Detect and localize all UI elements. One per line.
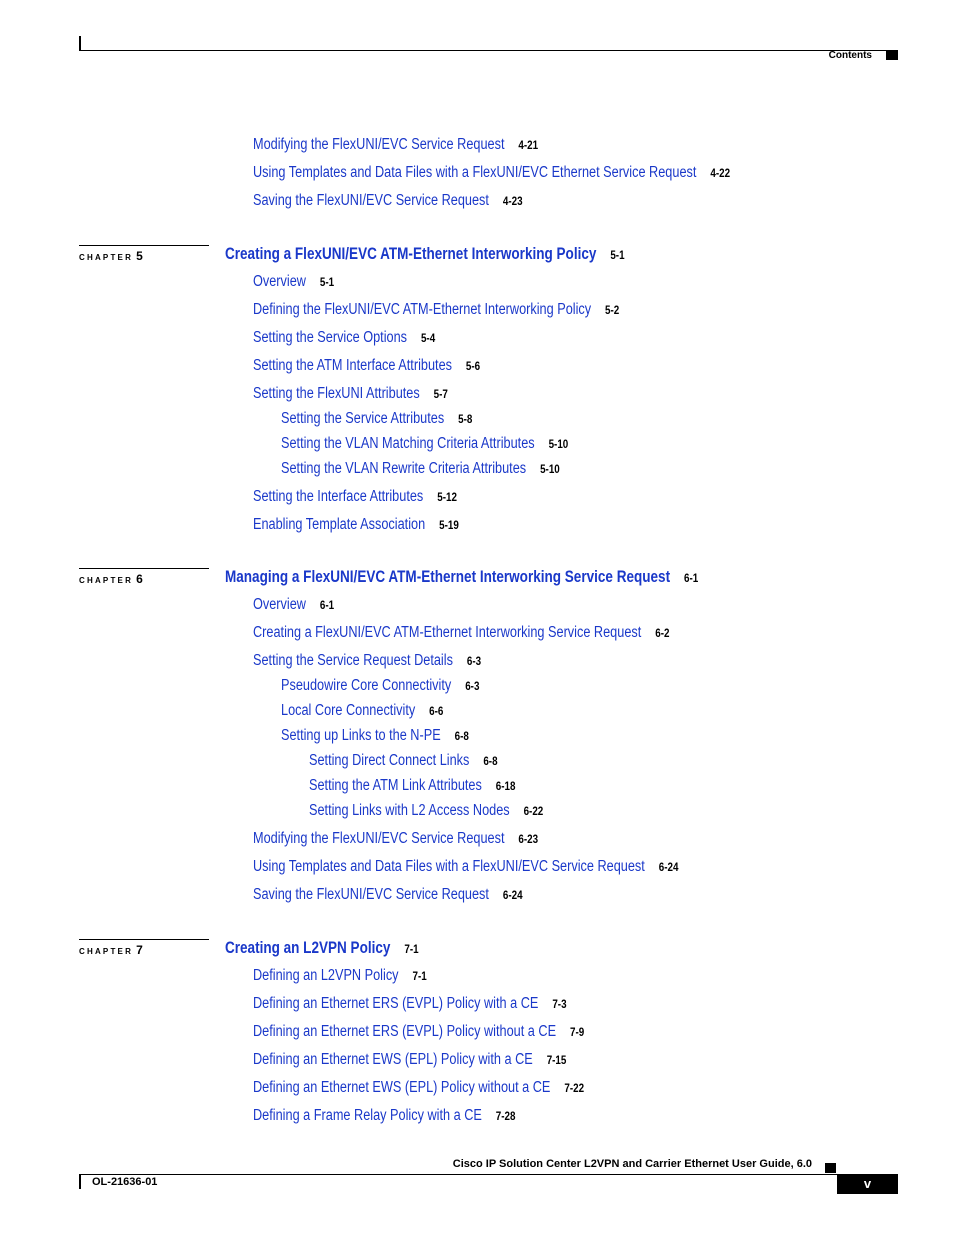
toc-entry-title[interactable]: Setting the ATM Link Attributes <box>309 777 482 794</box>
toc-entry[interactable] <box>253 1078 584 1098</box>
toc-entry-title[interactable]: Using Templates and Data Files with a FlexUNI/EVC Service Request <box>253 858 645 875</box>
chapter-number: 6 <box>136 572 143 586</box>
toc-entry-page: 5-10 <box>548 437 569 451</box>
chapter-rule <box>79 939 209 940</box>
toc-entry-title[interactable]: Defining an Ethernet ERS (EVPL) Policy with a CE <box>253 995 539 1012</box>
toc-subsubentry[interactable] <box>309 751 498 771</box>
toc-entry-title[interactable]: Setting the Service Request Details <box>253 652 453 669</box>
toc-entry-title[interactable]: Defining an Ethernet EWS (EPL) Policy with a CE <box>253 1051 533 1068</box>
toc-entry[interactable] <box>253 966 427 986</box>
toc-entry-title[interactable]: Pseudowire Core Connectivity <box>281 677 452 694</box>
toc-entry[interactable] <box>253 328 435 348</box>
chapter-label <box>79 572 143 586</box>
toc-entry-page: 6-8 <box>454 729 469 743</box>
toc-subentry[interactable] <box>281 409 472 429</box>
toc-entry[interactable] <box>253 857 678 877</box>
toc-entry-page: 5-6 <box>465 359 481 373</box>
toc-entry-page: 4-21 <box>518 138 539 152</box>
toc-entry[interactable] <box>253 623 669 643</box>
toc-entry-page: 6-24 <box>502 888 523 902</box>
toc-entry-page: 5-19 <box>439 518 459 532</box>
toc-entry-page: 7-15 <box>546 1053 567 1067</box>
toc-entry-title[interactable]: Modifying the FlexUNI/EVC Service Request <box>253 136 505 153</box>
toc-subsubentry[interactable] <box>309 776 515 796</box>
toc-entry-title[interactable]: Defining an Ethernet EWS (EPL) Policy without a CE <box>253 1079 551 1096</box>
chapter-label <box>79 249 143 263</box>
toc-entry-page: 5-1 <box>319 275 335 289</box>
toc-entry[interactable] <box>253 885 523 905</box>
toc-entry-page: 5-4 <box>420 331 436 345</box>
toc-entry[interactable] <box>253 595 334 615</box>
toc-entry-page: 5-12 <box>437 490 457 504</box>
toc-entry[interactable] <box>253 829 538 849</box>
toc-entry[interactable] <box>253 135 538 155</box>
toc-entry-title[interactable]: Using Templates and Data Files with a FlexUNI/EVC Ethernet Service Request <box>253 164 697 181</box>
footer-left-bar <box>79 1174 81 1189</box>
footer-doc-id: OL-21636-01 <box>92 1176 158 1188</box>
toc-entry[interactable] <box>253 384 448 404</box>
toc-entry[interactable] <box>253 1050 566 1070</box>
toc-entry-title[interactable]: Defining the FlexUNI/EVC ATM-Ethernet Interworking Policy <box>253 301 592 318</box>
toc-entry-page: 7-1 <box>412 969 427 983</box>
toc-entry-title[interactable]: Setting the Service Options <box>253 329 408 346</box>
toc-subentry[interactable] <box>281 676 479 696</box>
toc-entry-title[interactable]: Defining a Frame Relay Policy with a CE <box>253 1107 482 1124</box>
toc-entry-page: 4-23 <box>502 194 523 208</box>
chapter-rule <box>79 568 209 569</box>
toc-entry-title[interactable]: Setting the VLAN Matching Criteria Attributes <box>281 435 535 452</box>
toc-entry-title[interactable]: Setting the FlexUNI Attributes <box>253 385 420 402</box>
toc-entry[interactable] <box>253 356 480 376</box>
toc-entry-title[interactable]: Saving the FlexUNI/EVC Service Request <box>253 192 489 209</box>
footer-book-title: Cisco IP Solution Center L2VPN and Carrier Ethernet User Guide, 6.0 <box>452 1158 812 1170</box>
chapter-page: 6-1 <box>684 571 699 585</box>
toc-entry-title[interactable]: Setting the Interface Attributes <box>253 488 424 505</box>
toc-entry-page: 7-9 <box>570 1025 585 1039</box>
header-marker-box <box>886 50 898 60</box>
toc-subentry[interactable] <box>281 434 568 454</box>
chapter-page: 7-1 <box>404 942 419 956</box>
toc-entry-title[interactable]: Setting Links with L2 Access Nodes <box>309 802 510 819</box>
toc-entry-page: 6-8 <box>483 754 498 768</box>
chapter-title-entry[interactable] <box>225 567 698 588</box>
toc-entry-page: 5-2 <box>605 303 620 317</box>
toc-entry-page: 7-28 <box>495 1109 516 1123</box>
footer-page-number: v <box>837 1174 898 1194</box>
toc-entry-page: 6-22 <box>523 804 544 818</box>
chapter-title[interactable]: Creating a FlexUNI/EVC ATM-Ethernet Interworking Policy <box>225 245 597 263</box>
toc-entry-page: 4-22 <box>710 166 731 180</box>
toc-entry-title[interactable]: Enabling Template Association <box>253 516 426 533</box>
toc-entry-page: 6-23 <box>518 832 539 846</box>
toc-entry-title[interactable]: Modifying the FlexUNI/EVC Service Request <box>253 830 505 847</box>
toc-subsubentry[interactable] <box>309 801 543 821</box>
chapter-title[interactable]: Managing a FlexUNI/EVC ATM-Ethernet Interworking Service Request <box>225 568 671 586</box>
toc-entry[interactable] <box>253 1022 584 1042</box>
toc-entry-title[interactable]: Saving the FlexUNI/EVC Service Request <box>253 886 489 903</box>
toc-entry-page: 5-7 <box>433 387 448 401</box>
toc-entry[interactable] <box>253 300 619 320</box>
toc-entry-title[interactable]: Overview <box>253 596 306 613</box>
toc-entry-title[interactable]: Defining an Ethernet ERS (EVPL) Policy without a CE <box>253 1023 557 1040</box>
footer-rule <box>79 1174 898 1175</box>
chapter-label <box>79 943 143 957</box>
chapter-title-entry[interactable] <box>225 244 625 265</box>
toc-subentry[interactable] <box>281 701 443 721</box>
toc-entry-title[interactable]: Setting Direct Connect Links <box>309 752 470 769</box>
toc-subentry[interactable] <box>281 726 469 746</box>
toc-entry-page: 6-6 <box>429 704 444 718</box>
toc-entry-page: 6-3 <box>466 654 482 668</box>
toc-entry-title[interactable]: Setting the Service Attributes <box>281 410 445 427</box>
toc-entry-title[interactable]: Defining an L2VPN Policy <box>253 967 399 984</box>
toc-entry-page: 7-3 <box>552 997 567 1011</box>
chapter-number: 5 <box>136 249 143 263</box>
toc-entry-page: 6-18 <box>495 779 516 793</box>
toc-entry-page: 7-22 <box>564 1081 585 1095</box>
toc-subentry[interactable] <box>281 459 560 479</box>
toc-entry[interactable] <box>253 163 730 183</box>
toc-entry-title[interactable]: Setting the ATM Interface Attributes <box>253 357 452 374</box>
chapter-number: 7 <box>136 943 143 957</box>
toc-entry-page: 6-2 <box>655 626 670 640</box>
toc-entry[interactable] <box>253 487 457 507</box>
toc-entry[interactable] <box>253 1106 516 1126</box>
chapter-rule <box>79 245 209 246</box>
toc-entry-title[interactable]: Local Core Connectivity <box>281 702 416 719</box>
chapter-word: CHAPTER <box>79 253 134 262</box>
toc-entry[interactable] <box>253 651 481 671</box>
footer-marker-box <box>825 1163 836 1173</box>
toc-entry-title[interactable]: Creating a FlexUNI/EVC ATM-Ethernet Interworking Service Request <box>253 624 642 641</box>
chapter-word: CHAPTER <box>79 576 134 585</box>
toc-entry[interactable] <box>253 515 459 535</box>
header-left-bar <box>79 36 81 51</box>
chapter-title[interactable]: Creating an L2VPN Policy <box>225 939 391 957</box>
chapter-page: 5-1 <box>610 248 625 262</box>
toc-entry[interactable] <box>253 994 567 1014</box>
toc-entry-title[interactable]: Setting the VLAN Rewrite Criteria Attributes <box>281 460 527 477</box>
toc-entry-page: 5-8 <box>458 412 473 426</box>
toc-entry-title[interactable]: Setting up Links to the N-PE <box>281 727 441 744</box>
chapter-title-entry[interactable] <box>225 938 419 959</box>
toc-entry-title[interactable]: Overview <box>253 273 306 290</box>
toc-entry-page: 6-24 <box>658 860 679 874</box>
toc-entry-page: 5-10 <box>540 462 560 476</box>
toc-entry[interactable] <box>253 272 334 292</box>
toc-entry-page: 6-3 <box>465 679 480 693</box>
header-section-label: Contents <box>828 50 872 61</box>
toc-entry[interactable] <box>253 191 523 211</box>
chapter-word: CHAPTER <box>79 947 134 956</box>
toc-entry-page: 6-1 <box>319 598 335 612</box>
